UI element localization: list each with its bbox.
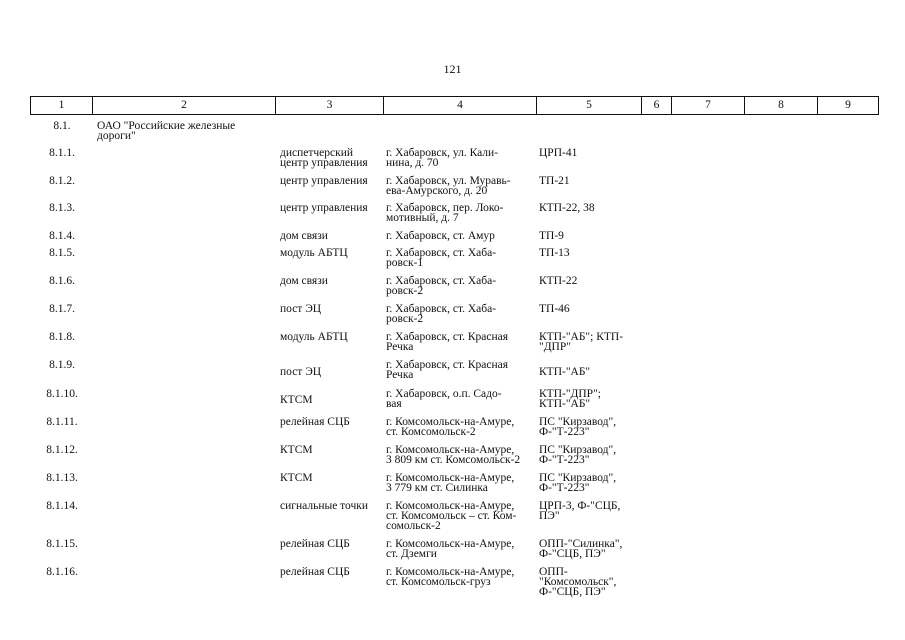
cell-c3: релейная СЦБ [280,416,350,428]
cell-c1: 8.1.14. [46,500,78,512]
page-number: 121 [443,62,462,76]
cell-c3: пост ЭЦ [280,366,322,378]
cell-c1: 8.1.15. [46,538,78,550]
cell-c5: ОПП-"Силинка", Ф-"СЦБ, ПЭ" [539,538,623,560]
cell-c5: ПС "Кирзавод", Ф-"Т-223" [539,444,617,466]
header-cell: 2 [93,97,276,114]
cell-c5: ТП-9 [539,230,564,242]
cell-c1: 8.1.6. [49,275,75,287]
cell-c3: дом связи [280,275,328,287]
cell-c3: КТСМ [280,394,313,406]
cell-c3: дом связи [280,230,328,242]
header-cell: 3 [276,97,384,114]
cell-c1: 8.1. [53,120,71,132]
cell-c3: сигнальные точки [280,500,369,512]
cell-c5: ПС "Кирзавод", Ф-"Т-223" [539,416,617,438]
header-cell: 8 [745,97,818,114]
cell-c3: КТСМ [280,472,313,484]
cell-c1: 8.1.11. [46,416,78,428]
cell-c1: 8.1.16. [46,566,78,578]
cell-c3: релейная СЦБ [280,566,350,578]
cell-c4: г. Хабаровск, ст. Красная Речка [386,331,509,353]
cell-c4: г. Хабаровск, о.п. Садо- вая [386,388,502,410]
cell-c1: 8.1.7. [49,303,75,315]
cell-c1: 8.1.13. [46,472,78,484]
cell-c1: 8.1.1. [49,147,75,159]
header-cell: 6 [642,97,672,114]
cell-c4: г. Хабаровск, ст. Хаба- ровск-1 [386,247,497,269]
cell-c1: 8.1.10. [46,388,78,400]
cell-c5: ТП-13 [539,247,570,259]
cell-c4: г. Хабаровск, пер. Локо- мотивный, д. 7 [386,202,504,224]
cell-c3: релейная СЦБ [280,538,350,550]
cell-c5: ТП-21 [539,175,570,187]
cell-c3: центр управления [280,202,368,214]
cell-c4: г. Хабаровск, ст. Хаба- ровск-2 [386,303,497,325]
cell-c4: г. Хабаровск, ул. Кали- нина, д. 70 [386,147,499,169]
cell-c4: г. Хабаровск, ул. Муравь- ева-Амурского, д. 20 [386,175,511,197]
cell-c4: г. Хабаровск, ст. Хаба- ровск-2 [386,275,497,297]
cell-c3: пост ЭЦ [280,303,322,315]
cell-c5: ТП-46 [539,303,570,315]
cell-c5: ОПП- "Комсомольск", Ф-"СЦБ, ПЭ" [539,566,617,598]
header-cell: 1 [31,97,93,114]
header-cell: 9 [845,99,851,111]
header-cell: 7 [672,97,745,114]
header-cell: 4 [384,97,537,114]
cell-c1: 8.1.4. [49,230,75,242]
cell-c4: г. Комсомольск-на-Амуре, 3 809 км ст. Комсомольск-2 [386,444,521,466]
cell-c5: КТП-"АБ"; КТП- "ДПР" [539,331,624,353]
cell-c5: КТП-22 [539,275,578,287]
cell-c4: г. Комсомольск-на-Амуре, 3 779 км ст. Силинка [386,472,515,494]
cell-c1: 8.1.2. [49,175,75,187]
cell-c3: модуль АБТЦ [280,331,348,343]
cell-c5: ЦРП-41 [539,147,578,159]
cell-c4: г. Хабаровск, ст. Красная Речка [386,359,509,381]
cell-c4: г. Комсомольск-на-Амуре, ст. Комсомольск-2 [386,416,515,438]
cell-c4: г. Комсомольск-на-Амуре, ст. Дземги [386,538,515,560]
cell-c1: 8.1.3. [49,202,75,214]
cell-c3: КТСМ [280,444,313,456]
cell-c1: 8.1.12. [46,444,78,456]
cell-c5: КТП-"АБ" [539,366,591,378]
cell-c5: КТП-22, 38 [539,202,595,214]
cell-c1: 8.1.9. [49,359,75,371]
cell-c3: диспетчерский центр управления [280,147,368,169]
cell-c3: центр управления [280,175,368,187]
cell-c4: г. Комсомольск-на-Амуре, ст. Комсомольск-груз [386,566,515,588]
cell-c4: г. Хабаровск, ст. Амур [386,230,495,242]
cell-c4: г. Комсомольск-на-Амуре, ст. Комсомольск – ст. Ком- сомольск-2 [386,500,517,532]
cell-c5: ЦРП-3, Ф-"СЦБ, ПЭ" [539,500,621,522]
table-header-row [30,96,879,115]
cell-c2: ОАО "Российские железные дороги" [97,120,236,142]
cell-c1: 8.1.5. [49,247,75,259]
cell-c1: 8.1.8. [49,331,75,343]
cell-c5: ПС "Кирзавод", Ф-"Т-223" [539,472,617,494]
cell-c3: модуль АБТЦ [280,247,348,259]
cell-c5: КТП-"ДПР"; КТП-"АБ" [539,388,601,410]
header-cell: 5 [537,97,642,114]
